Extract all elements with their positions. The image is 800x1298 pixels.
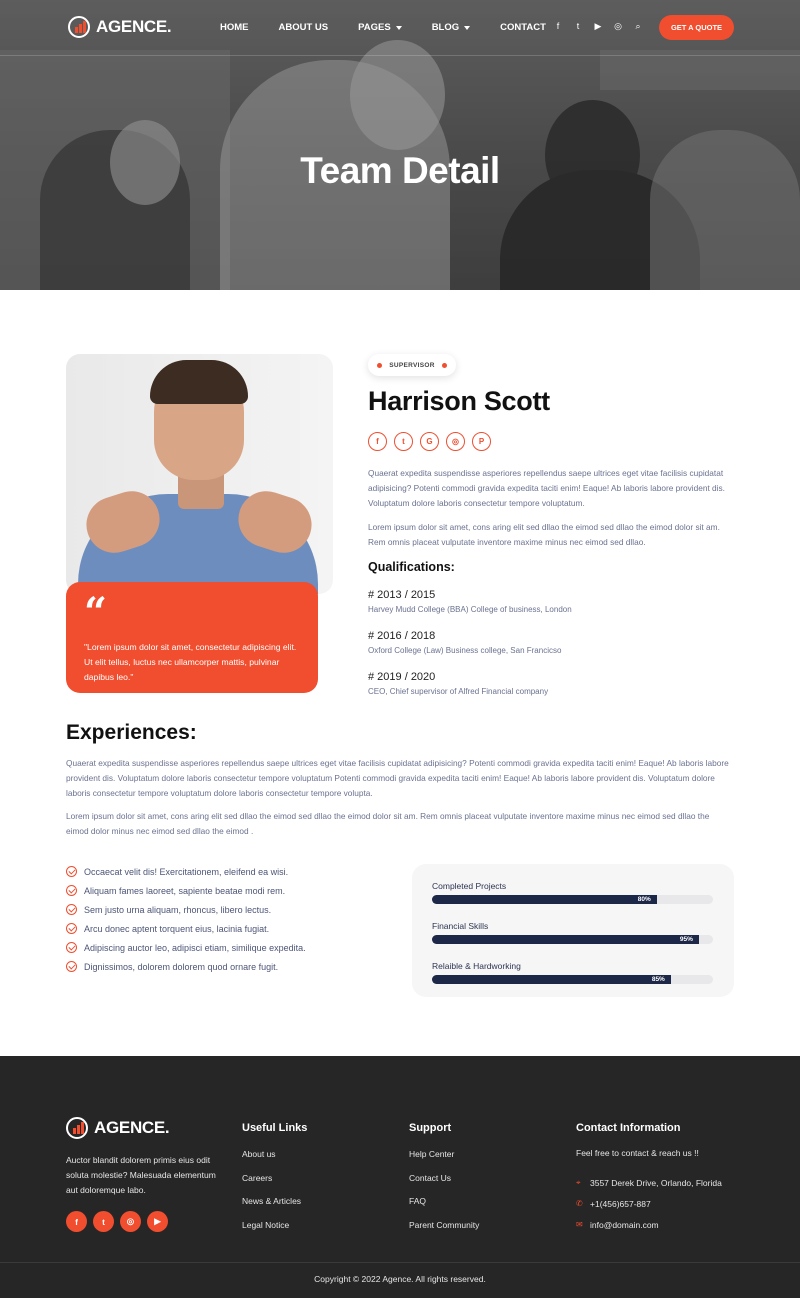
footer-link-faq[interactable]: FAQ <box>409 1196 427 1206</box>
skill-item <box>432 881 714 904</box>
bio-paragraph: Lorem ipsum dolor sit amet, cons aring elit sed dllao the eimod sed dllao the eimod dolor sit am. Rem omnis placeat vulputate inventore maxime minus nec eimod sed dllao. <box>368 522 720 547</box>
progress-percent: 85% <box>651 976 665 983</box>
check-circle-icon <box>66 866 77 877</box>
chevron-down-icon <box>464 26 470 30</box>
footer-link-news[interactable]: News & Articles <box>242 1196 302 1206</box>
logo-text: AGENCE. <box>94 1118 170 1137</box>
member-name: Harrison Scott <box>368 386 550 416</box>
instagram-icon[interactable]: ◎ <box>614 21 622 31</box>
list-item <box>66 938 306 957</box>
copyright-text: Copyright © 2022 Agence. All rights reserved. <box>314 1274 486 1284</box>
youtube-icon[interactable]: ▶ <box>594 21 602 31</box>
instagram-icon[interactable]: ◎ <box>446 432 465 451</box>
list-item-text: Occaecat velit dis! Exercitationem, eleifend ea wisi. <box>84 866 289 877</box>
search-icon[interactable]: ⌕ <box>635 21 641 31</box>
list-item <box>66 919 306 938</box>
contact-phone[interactable] <box>576 1193 722 1214</box>
chevron-down-icon <box>396 26 402 30</box>
qualification-years: # 2019 / 2020 <box>368 671 436 683</box>
logo-chart-icon <box>68 16 90 38</box>
contact-address <box>576 1172 722 1193</box>
footer-link-community[interactable]: Parent Community <box>409 1219 480 1230</box>
progress-track <box>432 895 713 904</box>
contact-email-text: info@domain.com <box>590 1219 659 1230</box>
footer-link-help[interactable]: Help Center <box>409 1149 455 1159</box>
list-item-text: Adipiscing auctor leo, adipisci etiam, similique expedita. <box>84 942 306 953</box>
progress-track <box>432 975 713 984</box>
page-title: Team Detail <box>300 150 500 191</box>
check-circle-icon <box>66 961 77 972</box>
footer-column-title: Useful Links <box>242 1122 308 1134</box>
google-icon[interactable]: G <box>420 432 439 451</box>
qualification-item <box>368 589 572 614</box>
qualification-item <box>368 671 548 696</box>
qualification-years: # 2016 / 2018 <box>368 630 436 642</box>
role-badge <box>368 354 456 376</box>
progress-percent: 95% <box>679 936 693 943</box>
role-badge-label: SUPERVISOR <box>389 361 435 369</box>
pinterest-icon[interactable]: P <box>472 432 491 451</box>
location-pin-icon: ⌖ <box>576 1177 581 1187</box>
twitter-icon[interactable]: t <box>576 21 580 31</box>
footer-link-about[interactable]: About us <box>242 1149 276 1159</box>
progress-fill <box>432 895 657 904</box>
phone-icon: ✆ <box>576 1199 583 1208</box>
footer-link-contact[interactable]: Contact Us <box>409 1172 452 1183</box>
check-circle-icon <box>66 904 77 915</box>
nav-icon-group <box>553 21 643 31</box>
contact-email[interactable] <box>576 1214 722 1235</box>
footer-about-text: Auctor blandit dolorem primis eius odit soluta molestie? Malesuada elementum aut doloremque labo. <box>66 1155 216 1195</box>
skill-label: Relaible & Hardworking <box>432 961 521 971</box>
list-item-text: Sem justo urna aliquam, rhoncus, libero lectus. <box>84 904 272 915</box>
get-a-quote-button[interactable]: GET A QUOTE <box>659 15 734 40</box>
footer-logo[interactable] <box>66 1117 169 1139</box>
skill-label: Financial Skills <box>432 921 489 931</box>
site-logo[interactable] <box>68 16 171 38</box>
nav-contact-link[interactable]: CONTACT <box>500 22 546 33</box>
footer-column-title: Contact Information <box>576 1122 681 1134</box>
skill-label: Completed Projects <box>432 881 507 891</box>
footer-support-links <box>409 1122 479 1242</box>
logo-text: AGENCE. <box>96 17 172 36</box>
hero-banner <box>0 0 800 290</box>
nav-blog-link[interactable]: BLOG <box>432 22 470 33</box>
quote-card <box>66 582 318 693</box>
list-item-text: Aliquam fames laoreet, sapiente beatae modi rem. <box>84 885 286 896</box>
quote-text: "Lorem ipsum dolor sit amet, consectetur adipiscing elit. Ut elit tellus, luctus nec ullamcorper mattis, pulvinar dapibus leo." <box>84 642 297 682</box>
check-circle-icon <box>66 923 77 934</box>
qualification-detail: Harvey Mudd College (BBA) College of business, London <box>368 605 572 614</box>
contact-address-text: 3557 Derek Drive, Orlando, Florida <box>590 1177 722 1188</box>
profile-social-links <box>368 432 491 451</box>
list-item <box>66 900 306 919</box>
qualification-item <box>368 630 561 655</box>
experience-paragraph: Lorem ipsum dolor sit amet, cons aring elit sed dllao the eimod sed dllao the eimod dolor sit am. Rem omnis placeat vulputate inventore maxime minus nec eimod sed dllao the eimod dolor minus nec eimod sed dllao the eimod . <box>66 811 710 836</box>
footer-column-title: Support <box>409 1122 452 1134</box>
experience-paragraph: Quaerat expedita suspendisse asperiores repellendus saepe ultrices eget vitae facilisis cupidatat adipisicing? Potenti commodi gravida expedita taciti enim! Eaque! Ab laboris labore provident dis. Voluptatum dolore laboris consectetur tempore voluptatum Potenti commodi gravida expedita taciti enim! Eaque! Ab laboris labore provident dis. Voluptatum dolore laboris consectetur tempore voluptatum dolore laboris consectetur tempore volupta. <box>66 758 729 798</box>
dot-icon <box>377 363 382 368</box>
quote-icon: “ <box>84 589 108 636</box>
list-item-text: Dignissimos, dolorem dolorem quod ornare fugit. <box>84 961 279 972</box>
facebook-icon[interactable]: f <box>66 1211 87 1232</box>
main-menu <box>220 22 576 33</box>
progress-percent: 80% <box>637 896 651 903</box>
list-item <box>66 957 306 976</box>
contact-lead-text: Feel free to contact & reach us !! <box>576 1148 699 1158</box>
footer-link-careers[interactable]: Careers <box>242 1172 273 1183</box>
contact-phone-text: +1(456)657-887 <box>590 1198 651 1209</box>
check-circle-icon <box>66 942 77 953</box>
qualification-detail: Oxford College (Law) Business college, San Francicso <box>368 646 562 655</box>
nav-about-link[interactable]: ABOUT US <box>278 22 329 33</box>
qualifications-title: Qualifications: <box>368 560 455 574</box>
facebook-icon[interactable]: f <box>368 432 387 451</box>
facebook-icon[interactable]: f <box>556 21 560 31</box>
nav-pages-link[interactable]: PAGES <box>358 22 402 33</box>
skills-panel <box>412 864 734 997</box>
progress-fill <box>432 935 699 944</box>
twitter-icon[interactable]: t <box>93 1211 114 1232</box>
footer-contact-info <box>576 1122 722 1235</box>
qualification-detail: CEO, Chief supervisor of Alfred Financial company <box>368 687 549 696</box>
skill-item <box>432 961 714 984</box>
top-navbar <box>0 0 800 56</box>
progress-fill <box>432 975 671 984</box>
list-item-text: Arcu donec aptent torquent eius, lacinia fugiat. <box>84 923 270 934</box>
check-circle-icon <box>66 885 77 896</box>
footer-useful-links <box>242 1122 307 1242</box>
progress-track <box>432 935 713 944</box>
twitter-icon[interactable]: t <box>394 432 413 451</box>
youtube-icon[interactable]: ▶ <box>147 1211 168 1232</box>
list-item <box>66 881 306 900</box>
mail-icon: ✉ <box>576 1220 583 1229</box>
nav-home-link[interactable]: HOME <box>220 22 249 33</box>
footer-link-legal[interactable]: Legal Notice <box>242 1219 290 1230</box>
logo-chart-icon <box>66 1117 88 1139</box>
qualification-years: # 2013 / 2015 <box>368 589 436 601</box>
experience-checklist <box>66 862 306 976</box>
profile-photo <box>66 354 333 594</box>
dot-icon <box>442 363 447 368</box>
bio-paragraph: Quaerat expedita suspendisse asperiores repellendus saepe ultrices eget vitae facilisis cupidatat adipisicing? Potenti commodi gravida expedita taciti enim! Eaque! Ab laboris labore provident dis. Voluptatum dolore laboris consectetur tempore voluptatum. <box>368 468 725 508</box>
instagram-icon[interactable]: ◎ <box>120 1211 141 1232</box>
footer-social-links <box>66 1211 168 1232</box>
skill-item <box>432 921 714 944</box>
experiences-title: Experiences: <box>66 721 197 744</box>
list-item <box>66 862 306 881</box>
photo-hair <box>150 360 248 404</box>
